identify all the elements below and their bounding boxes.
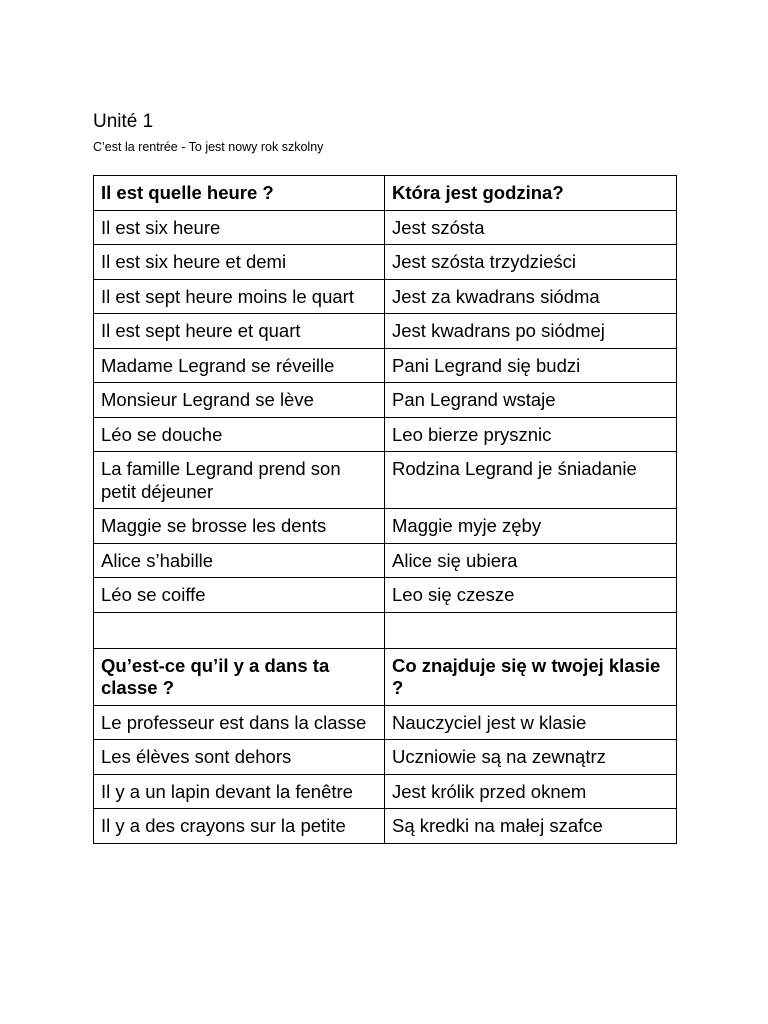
polish-cell: Rodzina Legrand je śniadanie [385,452,677,509]
french-cell: Il y a un lapin devant la fenêtre [94,774,385,809]
french-cell: Il est sept heure et quart [94,314,385,349]
polish-cell: Leo się czesze [385,578,677,613]
french-cell: Maggie se brosse les dents [94,509,385,544]
french-cell: Il est six heure [94,210,385,245]
empty-row [94,612,677,648]
french-cell: Madame Legrand se réveille [94,348,385,383]
table-row [94,705,677,740]
french-cell: La famille Legrand prend son petit déjeuner [94,452,385,509]
table-row [94,452,677,509]
table-row [94,314,677,349]
polish-cell: Są kredki na małej szafce [385,809,677,844]
polish-cell: Leo bierze prysznic [385,417,677,452]
french-cell: Il y a des crayons sur la petite [94,809,385,844]
table-row [94,809,677,844]
table-row [94,383,677,418]
french-cell: Le professeur est dans la classe [94,705,385,740]
french-cell: Il est quelle heure ? [94,176,385,211]
polish-cell: Maggie myje zęby [385,509,677,544]
french-cell: Il est six heure et demi [94,245,385,280]
french-cell: Qu’est-ce qu’il y a dans ta classe ? [94,648,385,705]
french-cell: Léo se coiffe [94,578,385,613]
french-cell: Les élèves sont dehors [94,740,385,775]
table-header-row [94,176,677,211]
table-row [94,348,677,383]
table-row [94,543,677,578]
page-subtitle: C’est la rentrée - To jest nowy rok szkolny [93,140,324,154]
table-row [94,740,677,775]
polish-cell: Alice się ubiera [385,543,677,578]
french-cell: Léo se douche [94,417,385,452]
table-row [94,279,677,314]
french-cell: Il est sept heure moins le quart [94,279,385,314]
polish-cell: Jest kwadrans po siódmej [385,314,677,349]
polish-cell: Co znajduje się w twojej klasie ? [385,648,677,705]
table-header-row [94,648,677,705]
empty-cell [94,612,385,648]
table-row [94,509,677,544]
polish-cell: Jest królik przed oknem [385,774,677,809]
table-row [94,417,677,452]
polish-cell: Nauczyciel jest w klasie [385,705,677,740]
french-cell: Monsieur Legrand se lève [94,383,385,418]
table-row [94,210,677,245]
empty-cell [385,612,677,648]
polish-cell: Pan Legrand wstaje [385,383,677,418]
table-row [94,578,677,613]
vocabulary-table [93,175,677,844]
polish-cell: Pani Legrand się budzi [385,348,677,383]
polish-cell: Która jest godzina? [385,176,677,211]
polish-cell: Jest szósta [385,210,677,245]
table-row [94,774,677,809]
polish-cell: Jest szósta trzydzieści [385,245,677,280]
polish-cell: Uczniowie są na zewnątrz [385,740,677,775]
page-title: Unité 1 [93,111,154,132]
polish-cell: Jest za kwadrans siódma [385,279,677,314]
french-cell: Alice s’habille [94,543,385,578]
table-row [94,245,677,280]
